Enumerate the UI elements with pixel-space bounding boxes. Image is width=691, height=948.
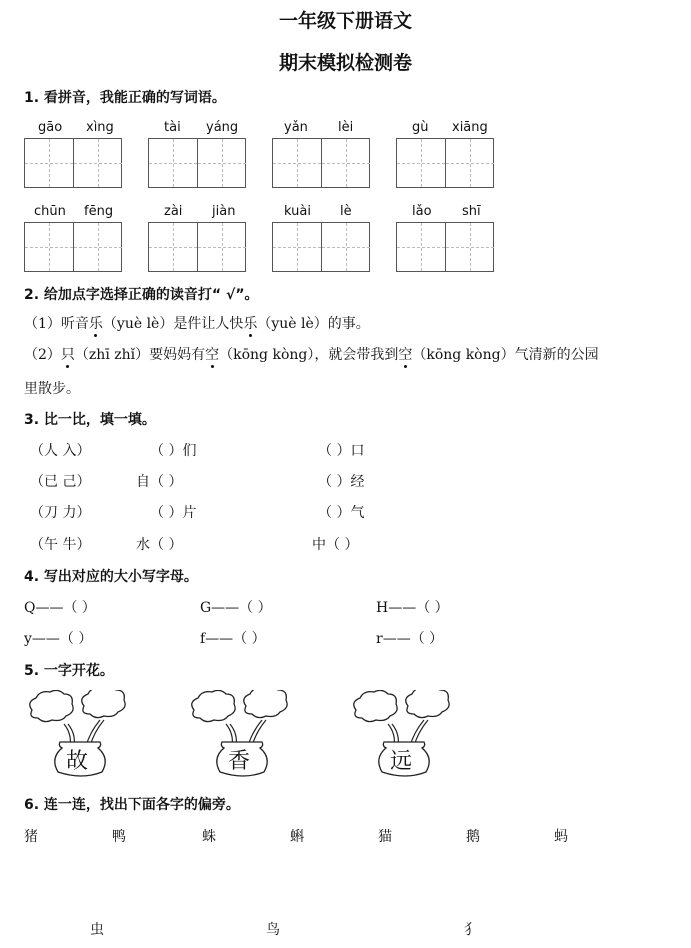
fill-blank[interactable]: （ ）气 — [318, 505, 365, 521]
dotted-char: 乐 — [88, 316, 103, 332]
match-char[interactable]: 蝌 — [290, 829, 304, 845]
pinyin: fēng — [84, 204, 114, 219]
char-pair: （午 牛） — [30, 537, 91, 553]
pinyin: gāo — [38, 120, 63, 135]
char-pair: （人 入） — [30, 443, 91, 459]
writing-grid[interactable] — [272, 138, 370, 188]
text: （2） — [24, 347, 61, 363]
char-pair: （刀 力） — [30, 505, 91, 521]
q1-heading: 1. 看拼音，我能正确的写词语。 — [24, 90, 226, 106]
text: （yuè lè）的事。 — [257, 316, 370, 332]
dotted-char: 乐 — [243, 316, 258, 332]
match-char[interactable]: 鸭 — [112, 829, 126, 845]
pinyin: chūn — [34, 204, 66, 219]
pinyin: kuài — [284, 204, 311, 219]
match-char[interactable]: 猫 — [378, 829, 392, 845]
dotted-char: 空 — [398, 347, 413, 363]
q4-heading: 4. 写出对应的大小写字母。 — [24, 569, 198, 585]
writing-grid[interactable] — [396, 222, 494, 272]
pinyin: lèi — [338, 120, 354, 135]
pinyin: lè — [340, 204, 352, 219]
q3-heading: 3. 比一比，填一填。 — [24, 412, 156, 428]
letter-blank[interactable]: Q——（ ） — [24, 600, 96, 616]
pinyin: lǎo — [412, 204, 432, 219]
text: （zhī zhǐ）要妈妈有 — [74, 347, 206, 363]
text: （1）听音 — [24, 316, 89, 332]
match-radical[interactable]: 犭 — [464, 922, 478, 938]
pinyin: yǎn — [284, 120, 308, 135]
pot-character: 香 — [228, 749, 251, 774]
pot-character: 故 — [66, 749, 89, 774]
writing-grid[interactable] — [24, 222, 122, 272]
page-subtitle: 期末模拟检测卷 — [278, 52, 412, 74]
text: （kōng kòng），就会带我到 — [219, 347, 399, 363]
q2-line-3: 里散步。 — [24, 381, 80, 397]
letter-blank[interactable]: f——（ ） — [200, 631, 266, 647]
flower-pot — [24, 690, 136, 780]
writing-grid[interactable] — [272, 222, 370, 272]
letter-blank[interactable]: H——（ ） — [376, 600, 449, 616]
dotted-char: 空 — [205, 347, 220, 363]
text: （yuè lè）是件让人快 — [102, 316, 244, 332]
pinyin: jiàn — [212, 204, 236, 219]
flower-pot — [186, 690, 298, 780]
text: （kōng kòng）气清新的公园 — [412, 347, 599, 363]
char-pair: （已 己） — [30, 474, 91, 490]
letter-blank[interactable]: y——（ ） — [24, 631, 93, 647]
fill-blank[interactable]: （ ）们 — [150, 443, 197, 459]
fill-blank[interactable]: 中（ ） — [312, 537, 359, 553]
writing-grid[interactable] — [24, 138, 122, 188]
match-char[interactable]: 鹅 — [466, 829, 480, 845]
dotted-char: 只 — [60, 347, 75, 363]
fill-blank[interactable]: （ ）经 — [318, 474, 365, 490]
flower-pot — [348, 690, 460, 780]
pinyin: xìng — [86, 120, 114, 135]
q2-line-1 — [24, 313, 370, 333]
writing-grid[interactable] — [148, 222, 246, 272]
fill-blank[interactable]: （ ）口 — [318, 443, 365, 459]
fill-blank[interactable]: 水（ ） — [136, 537, 183, 553]
writing-grid[interactable] — [148, 138, 246, 188]
fill-blank[interactable]: （ ）片 — [150, 505, 197, 521]
match-radical[interactable]: 虫 — [90, 922, 104, 938]
letter-blank[interactable]: G——（ ） — [200, 600, 272, 616]
letter-blank[interactable]: r——（ ） — [376, 631, 444, 647]
pinyin: gù — [412, 120, 429, 135]
pinyin: zài — [164, 204, 183, 219]
writing-grid[interactable] — [396, 138, 494, 188]
fill-blank[interactable]: 自（ ） — [136, 474, 183, 490]
pinyin: xiāng — [452, 120, 488, 135]
pinyin: tài — [164, 120, 181, 135]
pinyin: shī — [462, 204, 481, 219]
match-char[interactable]: 猪 — [24, 829, 38, 845]
page-title: 一年级下册语文 — [278, 10, 412, 32]
pot-character: 远 — [390, 749, 413, 774]
match-char[interactable]: 蚂 — [554, 829, 568, 845]
q2-heading: 2. 给加点字选择正确的读音打“ √”。 — [24, 287, 259, 303]
pinyin: yáng — [206, 120, 239, 135]
match-radical[interactable]: 鸟 — [266, 922, 280, 938]
q2-line-2 — [24, 344, 599, 364]
q6-heading: 6. 连一连，找出下面各字的偏旁。 — [24, 797, 240, 813]
q5-heading: 5. 一字开花。 — [24, 663, 114, 679]
match-char[interactable]: 蛛 — [202, 829, 216, 845]
